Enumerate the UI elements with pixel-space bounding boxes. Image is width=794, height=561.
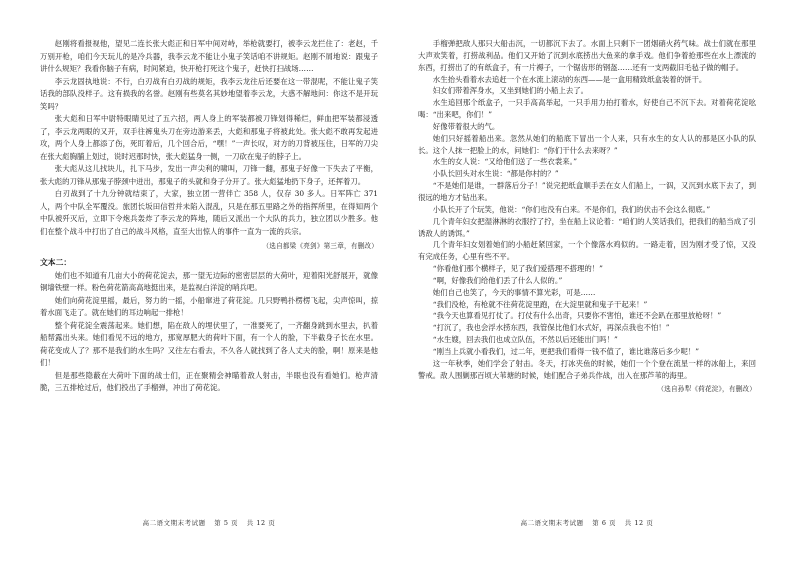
passage2-paragraph: “水生嫂，回去我们也成立队伍，不然以后还能出门吗！”	[432, 335, 618, 345]
passage2-paragraph: 但是那些隐蔽在大荷叶下面的战士们，正在聚精会神瞄着敌人射击，半眼也没有看她们。枪声清脆，三五排枪过后，他们投出了手榴弹，冲出了荷花淀。	[40, 370, 378, 393]
passage2-paragraph: 小队长回头对水生说：“都是你村的？”	[432, 169, 559, 179]
passage2-paragraph: 小队长开了个玩笑，他说：“你们也没有白来。不是你们，我们的伏击不会这么彻底。”	[432, 204, 711, 214]
passage2-paragraph: 整个荷花淀全震荡起来。她们想，陷在敌人的埋伏里了，一准要死了，一齐翻身跳到水里去，扒着船帮露出头来。她们看见不远的地方，那宽厚肥大的荷叶下面，有一个人的脸，下半截身子长在水里。荷花变成人了？那不是我们的水生吗？又往左右看去，不久各人就找到了各人丈夫的脸，啊！原来是他们！	[40, 320, 378, 368]
passage1-source: （选自都梁《亮剑》第三章，有删改）	[262, 242, 378, 251]
passage2-paragraph: 水生抬头看着水去追赶一个在水流上滚动的东西——是一盒用精致纸盒装着的饼干。	[432, 74, 707, 84]
passage2-paragraph: 她们向荷花淀里摇，最后，努力的一摇，小船窜进了荷花淀。几只野鸭扑楞楞飞起，尖声惊叫，掠着水面飞走了。就在她们的耳边响起一排枪！	[40, 295, 378, 318]
passage2-paragraph: “刚当上兵就小看我们，过二年，更把我们看得一钱不值了，谁比谁落后多少呢！”	[432, 346, 700, 356]
passage2-paragraph: 妇女们带着浑身水，又坐到她们的小船上去了。	[432, 86, 589, 96]
passage2-paragraph: 几个青年妇女把湿淋淋的衣服拧了拧，坐在船上议论着：“咱们的人笑话我们，把我们的船当成了引诱敌人的诱饵。”	[418, 216, 756, 238]
footer-page-total: 共 12 页	[246, 519, 276, 527]
passage2-paragraph: 她们也不知道有几亩大小的荷花淀去，那一望无边际的密密层层的大荷叶，迎着阳光舒展开，就像铜墙铁壁一样。粉色荷花箭高高地挺出来，是监视白洋淀的哨兵吧。	[40, 270, 378, 293]
passage2-paragraph: 几个青年妇女划着她们的小船赶紧回家，一个个像落水鸡似的。一路走着，因为刚才受了惊，又没有完成任务，心里有些不平。	[418, 240, 756, 262]
passage2-paragraph: 这一年秋季，她们学会了射击。冬天，打冰夹鱼的时候，她们一个个登在流星一样的冰船上，来回警戒。敌人围剿那百顷大苇塘的时候，她们配合子弟兵作战，出入在那芦苇的海里。	[418, 358, 756, 380]
footer-subject: 高二语文期末考试题	[520, 519, 584, 527]
footer-subject: 高二语文期末考试题	[142, 519, 206, 527]
passage2-paragraph: “打沉了，我也会浮水捞东西，我管保比他们水式好，再深点我也不怕！”	[432, 323, 670, 333]
passage2-paragraph: 她们自己也笑了，今天的事情不算光彩，可是……	[432, 287, 596, 297]
passage1-paragraph: 白刃战到了十九分钟就结束了，大家，独立团一营伴亡 358 人，仅存 30 多人。日军阵亡 371 人，两个中队全军覆没。旅团长坂田信哲并未陷入混乱，只是在那五里路之外的指挥所里，在得知两个中队被歼灭后，立即下令炮兵轰炸了李云龙的阵地，随后又派出一个大队的兵力，独立团以少胜多。他们在整个战斗中打出了自己的战斗风格，直至大出惊人的事件一直为一流的兵宗。	[40, 189, 378, 236]
passage2-paragraph: “我们没枪，有枪就不往荷花淀里跑，在大淀里就和鬼子干起来！”	[432, 299, 648, 309]
passage2-paragraph: 水生追回那个纸盒子，一只手高高举起，一只手用力拍打着水，好使自己不沉下去。对着荷花淀吆喝：“出来吧，你们！”	[418, 98, 756, 120]
passage1-paragraph: 赵刚将看报视他，望见二连长张大彪正和日军中间对峙，举枪就要打，被李云龙拦住了：老赵，千万别开枪，咱们今天玩儿的是冷兵器，我李云龙不能让小鬼子笑话咱不讲规矩。赵刚不屑地说：跟鬼子讲什么规矩？我看你脑子有病，时间紧迫，快开枪打死这个鬼子，赶快打扫战场……	[40, 39, 378, 74]
passage2-paragraph: 手榴弹把敌人那只大船击沉，一切都沉下去了。水面上只剩下一团烟硝火药气味。战士们就在那里大声欢笑着，打捞战利品。他们又开始了沉到水底捞出大鱼来的拿手戏。他们争着抢那些在水上漂流的东西，打捞出了的有纸盒子，有一片褥子，一个锯齿形的钢盔……还有一支两截旧毛毡子做的帽子。	[418, 39, 756, 72]
passage2-paragraph: “啊，好像我们给他们丢了什么人似的。”	[432, 275, 563, 285]
left-page-footer	[40, 518, 378, 527]
passage2-paragraph: “我今天也算看见打仗了。打仗有什么出奇，只要你不害怕，谁还不会趴在那里放枪呀！”	[432, 311, 722, 321]
right-page-footer	[418, 518, 756, 527]
passage2-paragraph: “你看他们那个横样子，见了我们爱搭理不搭理的！”	[432, 264, 603, 274]
passage1-paragraph: 李云龙固执地说：不行，白刃战有白刃战的规矩，我李云龙往后还要在这一带混呢，不能让鬼子笑话我的部队没样子。这有损我的名誉。赵刚有些莫名其妙地望着李云龙，大惑不解地问：你这不是开玩笑吗？	[40, 76, 378, 111]
left-page	[40, 38, 378, 395]
passage2-paragraph: 她们只好摇着船出来。忽然从她们的船底下冒出一个人来，只有水生的女人认的那是区小队的队长。这个人抹一把脸上的水，问她们：“你们干什么去来呀？”	[418, 133, 756, 155]
footer-page-number: 第 6 页	[592, 519, 617, 527]
passage2-source: （选自孙犁《荷花淀》，有删改）	[657, 385, 756, 394]
footer-page-number: 第 5 页	[214, 519, 239, 527]
passage1-paragraph: 张大彪从这儿找块儿，扎下马步，发出一声尖利的啸叫，刀锋一翻，那鬼子好像一下失去了平衡，张大彪的刀锋从那鬼子脖颈中迸出，那鬼子的头就和身子分开了。张大彪猛地扔下身子，还挥着刀。	[40, 164, 378, 186]
footer-page-total: 共 12 页	[624, 519, 654, 527]
passage2-title: 文本二：	[40, 258, 72, 268]
right-page	[418, 38, 756, 399]
passage2-paragraph: 好像带着很大的气。	[432, 121, 500, 131]
passage1-paragraph: 张大彪和日军中尉特眼睛见过了五六招，两人身上的军装都被刀锋划得稀烂，鲜血把军装都浸透了，李云龙两眼的又开，双手往裤鬼头刀在旁边游来丢，大彪和那鬼子将被此处。张大彪不敢再发起进攻，两个人身上都添了伤，死盯着后，几个回合后，“嘿！”一声长叹，对方的刀背被压住，日军的刀尖在张大彪胸脯上划过，说时迟那时快，张大彪猛身一侧，一刀砍在鬼子的脖子上。	[40, 114, 378, 161]
passage2-paragraph: “不是她们是谁，一群落后分子！”说完把纸盒顺手丢在女人们船上，一泅，又沉到水底下去了，到很远的地方才钻出来。	[418, 181, 756, 202]
passage2-paragraph: 水生的女人说：“又给他们送了一些衣裳来。”	[432, 157, 578, 167]
